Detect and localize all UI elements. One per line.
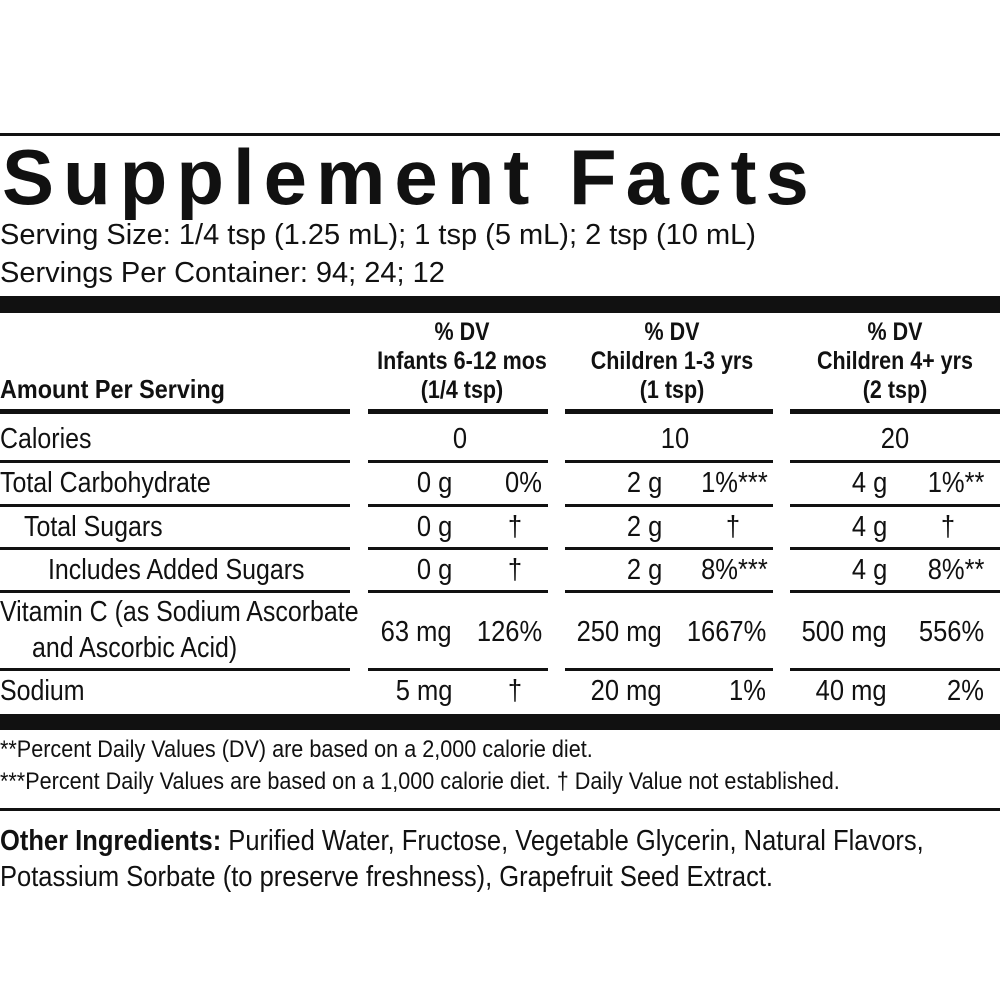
dv-vitamin-c-children-4plus: 556% [918,616,984,648]
dv-vitamin-c-infants: 126% [476,616,542,648]
row-rule [0,504,350,507]
amount-carb-infants: 0 g [416,467,452,499]
row-label-total-carbohydrate: Total Carbohydrate [0,467,211,499]
other-ingredients [0,823,977,895]
serving-size: Serving Size: 1/4 tsp (1.25 mL); 1 tsp (5 mL); 2 tsp (10 mL) [0,219,756,251]
servings-per-container: Servings Per Container: 94; 24; 12 [0,257,445,289]
column-group-label: Children 1-3 yrs [590,347,754,375]
dv-carb-infants: 0% [505,467,542,499]
column-header-children-4plus [809,318,981,405]
amount-carb-children-1-3: 2 g [626,467,662,499]
value-calories-children-4plus: 20 [880,423,910,455]
amount-sodium-children-1-3: 20 mg [591,675,662,707]
row-rule [368,504,548,507]
column-header-infants [376,318,548,405]
column-dv-label: % DV [644,318,700,346]
row-rule [368,460,548,463]
row-label-added-sugars: Includes Added Sugars [48,554,305,586]
amount-vitamin-c-children-4plus: 500 mg [801,616,887,648]
row-rule [790,460,1000,463]
dv-sodium-children-4plus: 2% [947,675,984,707]
value-calories-children-1-3: 10 [660,423,690,455]
label-title: Supplement Facts [2,133,818,221]
column-group-label: Children 4+ yrs [817,347,973,375]
header-rule [565,409,773,414]
dv-added-sugars-children-4plus: 8%** [927,554,984,586]
row-rule [368,668,548,671]
amount-sugars-children-4plus: 4 g [851,511,887,543]
column-group-label: Infants 6-12 mos [377,347,547,375]
dv-sodium-children-1-3: 1% [729,675,766,707]
row-rule [790,504,1000,507]
header-rule [368,409,548,414]
row-rule [0,547,350,550]
row-rule [790,590,1000,593]
row-rule [368,590,548,593]
header-rule [0,409,350,414]
row-rule [565,590,773,593]
dv-carb-children-4plus: 1%** [927,467,984,499]
row-rule [565,668,773,671]
header-rule [790,409,1000,414]
column-dose-label: (2 tsp) [862,376,928,404]
amount-added-sugars-children-4plus: 4 g [851,554,887,586]
row-rule [368,547,548,550]
dv-added-sugars-infants: † [507,554,522,586]
amount-per-serving-heading: Amount Per Serving [0,374,225,404]
other-ingredients-heading: Other Ingredients: [0,825,222,857]
row-label-vitamin-c-line2: and Ascorbic Acid) [32,632,238,664]
row-rule [0,590,350,593]
row-label-vitamin-c: Vitamin C (as Sodium Ascorbate [0,596,359,628]
amount-sodium-infants: 5 mg [395,675,452,707]
dv-carb-children-1-3: 1%*** [701,467,768,499]
footnote-2000-calorie: **Percent Daily Values (DV) are based on a 2,000 calorie diet. [0,736,593,763]
thick-bar-bottom [0,714,1000,730]
amount-sodium-children-4plus: 40 mg [816,675,887,707]
row-rule [790,547,1000,550]
row-rule [790,668,1000,671]
column-header-children-1-3 [586,318,758,405]
column-dv-label: % DV [434,318,490,346]
row-rule [565,504,773,507]
amount-vitamin-c-children-1-3: 250 mg [576,616,662,648]
dv-sugars-infants: † [507,511,522,543]
row-rule [565,547,773,550]
dv-added-sugars-children-1-3: 8%*** [701,554,768,586]
row-label-calories: Calories [0,423,92,455]
footnote-1000-calorie: ***Percent Daily Values are based on a 1,000 calorie diet. † Daily Value not established. [0,768,840,795]
dv-sodium-infants: † [507,675,522,707]
row-rule [0,460,350,463]
row-rule [0,668,350,671]
dv-sugars-children-4plus: † [940,511,955,543]
column-dose-label: (1/4 tsp) [420,376,504,404]
column-dv-label: % DV [867,318,923,346]
ingredients-rule [0,808,1000,811]
row-label-total-sugars: Total Sugars [24,511,163,543]
amount-sugars-infants: 0 g [416,511,452,543]
row-rule [565,460,773,463]
dv-vitamin-c-children-1-3: 1667% [686,616,766,648]
amount-added-sugars-children-1-3: 2 g [626,554,662,586]
amount-vitamin-c-infants: 63 mg [381,616,452,648]
amount-carb-children-4plus: 4 g [851,467,887,499]
column-dose-label: (1 tsp) [639,376,705,404]
amount-sugars-children-1-3: 2 g [626,511,662,543]
thick-bar-top [0,296,1000,313]
other-ingredients-text: Purified Water, Fructose, Vegetable Glycerin, Natural Flavors, Potassium Sorbate (to preserve freshness), Grapefruit Seed Extract. [0,825,924,893]
value-calories-infants: 0 [452,423,468,455]
amount-added-sugars-infants: 0 g [416,554,452,586]
row-label-sodium: Sodium [0,675,85,707]
dv-sugars-children-1-3: † [725,511,740,543]
